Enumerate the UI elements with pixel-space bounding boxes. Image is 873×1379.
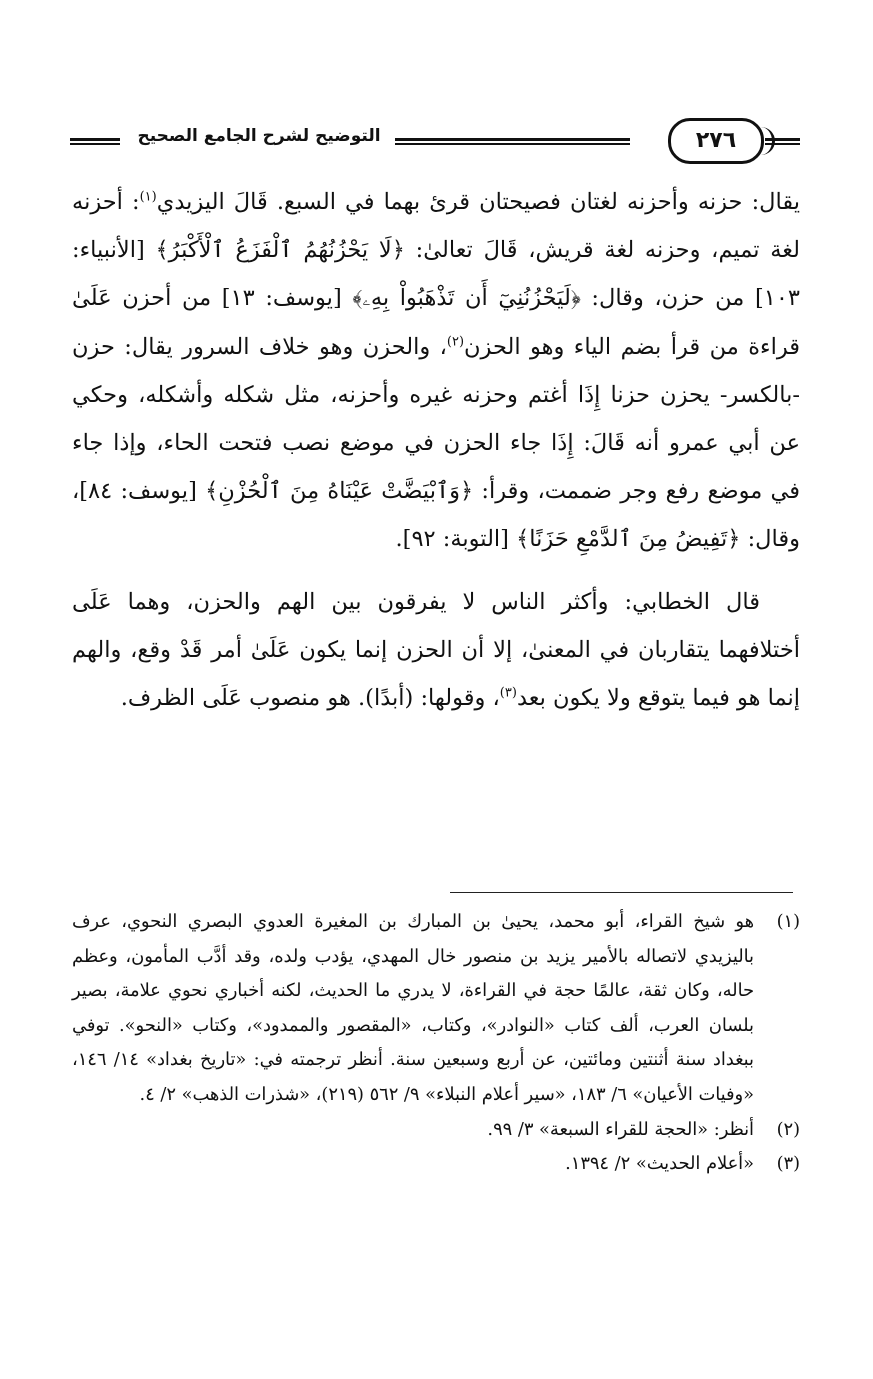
header-rule-middle <box>395 138 630 145</box>
paragraph-2-text-b: ، وقولها: (أبدًا). هو منصوب عَلَى الظرف. <box>120 685 500 712</box>
header-rule-right <box>765 138 800 145</box>
paragraph-2-text-a: قال الخطابي: وأكثر الناس لا يفرقون بين الهم والحزن، وهما عَلَى أختلافهما يتقاربان في المعنىٰ، إلا أن الحزن إنما يكون عَلَىٰ أمر قَدْ وقع، والهم إنما هو فيما يتوقع ولا يكون بعد <box>72 588 800 712</box>
footnote-text: هو شيخ القراء، أبو محمد، يحيىٰ بن المبارك بن المغيرة العدوي البصري النحوي، عرف باليزيدي لاتصاله بالأمير يزيد بن منصور خال المهدي، يؤدب ولده، وقد أدَّب المأمون، وعظم حاله، وكان ثقة، عالمًا حجة في القراءة، لا يدري ما الحديث، لكنه أخباري نحوي علامة، بصير بلسان العرب، ألف كتاب «النوادر»، وكتاب، «المقصور والممدود»، وكتاب «النحو». توفي ببغداد سنة أثنتين ومائتين، عن أربع وسبعين سنة. أنظر ترجمته في: «تاريخ بغداد» ١٤/ ١٤٦، «وفيات الأعيان» ٦/ ١٨٣، «سير أعلام النبلاء» ٩/ ٥٦٢ (٢١٩)، «شذرات الذهب» ٢/ ٤. <box>72 911 754 1105</box>
paragraph-1-text-b: : أحزنه لغة تميم، وحزنه لغة قريش، قَالَ تعالىٰ: ﴿لَا يَحْزُنُهُمُ ٱلْفَزَعُ ٱلْأَكْبَرُ﴾ [الأنبياء: ١٠٣] من حزن، وقال: ﴿لَيَحْزُنُنِيٓ أَن تَذْهَبُواْ بِهِۦ﴾ [يوسف: ١٣] من أحزن عَلَىٰ قراءة من قرأ بضم الياء وهو الحزن <box>72 189 800 360</box>
footnote-text: «أعلام الحديث» ٢/ ١٣٩٤. <box>565 1153 754 1175</box>
paragraph-1-text-c: ، والحزن وهو خلاف السرور يقال: حزن -بالكسر- يحزن حزنا إِذَا أغتم وحزنه غيره وأحزنه، مثل شكله وأشكله، وحكي عن أبي عمرو أنه قَالَ: إِذَا جاء الحزن في موضع نصب فتحت الحاء، وإذا جاء في موضع رفع وجر ضممت، وقرأ: ﴿وَٱبْيَضَّتْ عَيْنَاهُ مِنَ ٱلْحُزْنِ﴾ [يوسف: ٨٤]، وقال: ﴿تَفِيضُ مِنَ ٱلدَّمْعِ حَزَنًا﴾ [التوبة: ٩٢]. <box>72 333 800 553</box>
paragraph-1 <box>72 178 800 564</box>
page-header <box>70 118 800 168</box>
footnote-ref-3[interactable]: (٣) <box>499 685 517 701</box>
main-text <box>72 178 800 722</box>
footnote-number: (٢) <box>776 1118 800 1140</box>
footnote-1 <box>72 905 800 1113</box>
footnotes <box>72 905 800 1182</box>
footnote-2 <box>72 1113 800 1148</box>
paragraph-2 <box>72 578 800 723</box>
footnote-number: (١) <box>776 911 800 932</box>
footnote-text: أنظر: «الحجة للقراء السبعة» ٣/ ٩٩. <box>487 1118 754 1140</box>
header-rule-left <box>70 138 120 145</box>
page-number: ٢٧٦ <box>668 118 764 164</box>
footnote-separator <box>450 892 793 893</box>
footnote-ref-2[interactable]: (٢) <box>446 334 465 350</box>
footnote-3 <box>72 1147 800 1182</box>
running-title: التوضيح لشرح الجامع الصحيح <box>137 126 381 146</box>
footnote-ref-1[interactable]: (١) <box>139 189 157 205</box>
footnote-number: (٣) <box>776 1153 800 1175</box>
paragraph-1-text-a: يقال: حزنه وأحزنه لغتان فصيحتان قرئ بهما في السبع. قَالَ اليزيدي <box>156 189 800 215</box>
